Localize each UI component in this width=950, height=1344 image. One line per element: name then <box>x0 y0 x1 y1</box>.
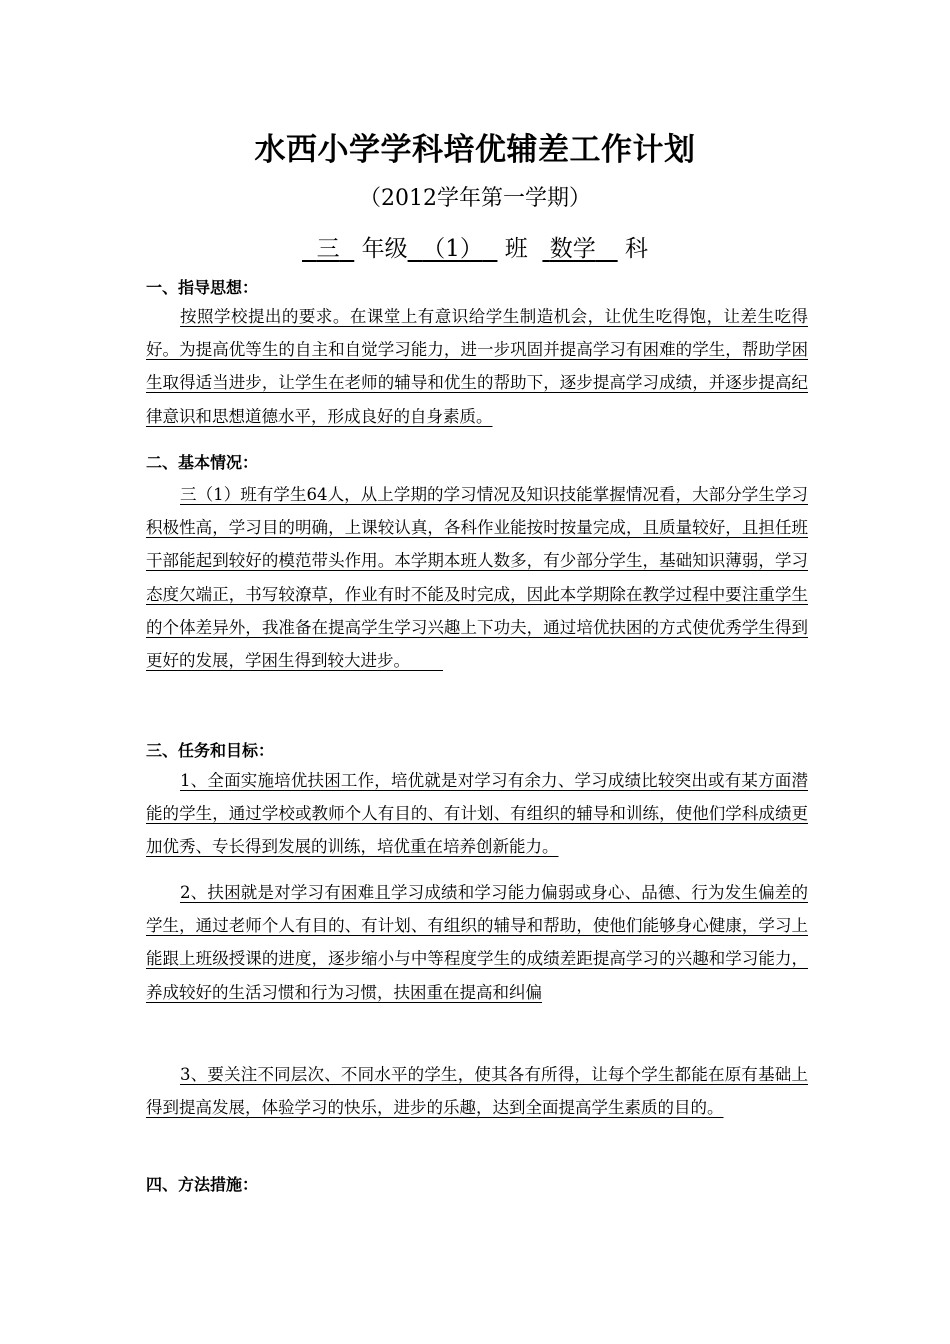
grade-label: 年级 <box>361 236 408 262</box>
section-heading-basic-situation: 二、基本情况： <box>146 453 259 472</box>
paragraph-guiding-thought: 按照学校提出的要求。在课堂上有意识给学生制造机会，让优生吃得饱，让差生吃得好。为提高优等生的自主和自觉学习能力，进一步巩固并提高学习有困难的学生，帮助学困生取得适当进步，让学生在老师的辅导和优生的帮助下，逐步提高学习成绩，并逐步提高纪律意识和思想道德水平，形成良好的自身素质。 <box>146 307 808 426</box>
class-value: （1） <box>422 236 483 262</box>
class-line <box>0 231 950 267</box>
document-title: 水西小学学科培优辅差工作计划 <box>254 132 696 168</box>
paragraph-basic-situation: 三（1）班有学生64人，从上学期的学习情况及知识技能掌握情况看，大部分学生学习积极性高，学习目的明确，上课较认真，各科作业能按时按量完成，且质量较好，且担任班干部能起到较好的模范带头作用。本学期本班人数多，有少部分学生，基础知识薄弱，学习态度欠端正，书写较潦草，作业有时不能及时完成，因此本学期除在教学过程中要注重学生的个体差异外，我准备在提高学生学习兴趣上下功夫，通过培优扶困的方式使优秀学生得到更好的发展，学困生得到较大进步。 <box>146 485 808 671</box>
class-label: 班 <box>504 236 528 262</box>
section-heading-tasks-goals: 三、任务和目标： <box>146 741 275 760</box>
subject-value: 数学 <box>549 236 596 262</box>
document-subtitle: （2012学年第一学期） <box>359 186 591 211</box>
subject-label: 科 <box>624 236 648 262</box>
paragraph-task-2: 2、扶困就是对学习有困难且学习成绩和学习能力偏弱或身心、品德、行为发生偏差的学生，通过老师个人有目的、有计划、有组织的辅导和帮助，使他们能够身心健康，学习上能跟上班级授课的进度，逐步缩小与中等程度学生的成绩差距提高学习的兴趣和学习能力，养成较好的生活习惯和行为习惯，扶困重在提高和纠偏 <box>146 883 808 1002</box>
paragraph-task-3: 3、要关注不同层次、不同水平的学生，使其各有所得，让每个学生都能在原有基础上得到提高发展，体验学习的快乐，进步的乐趣，达到全面提高学生素质的目的。 <box>146 1065 808 1118</box>
section-heading-guiding-thought: 一、指导思想： <box>146 278 259 297</box>
paragraph-task-1: 1、全面实施培优扶困工作，培优就是对学习有余力、学习成绩比较突出或有某方面潜能的学生，通过学校或教师个人有目的、有计划、有组织的辅导和训练，使他们学科成绩更加优秀、专长得到发展的训练，培优重在培养创新能力。 <box>146 771 808 857</box>
section-heading-methods: 四、方法措施： <box>146 1175 259 1194</box>
grade-value: 三 <box>316 236 340 262</box>
